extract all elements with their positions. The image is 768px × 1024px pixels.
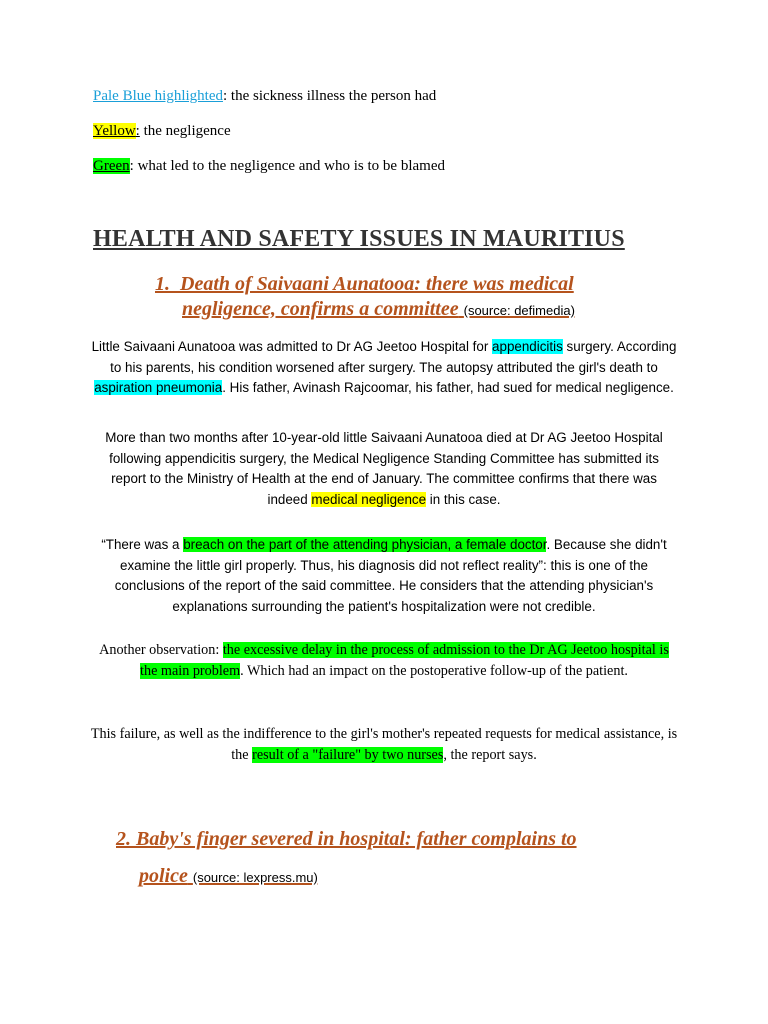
article2-title-text1: Baby's finger severed in hospital: father complains to [136, 828, 577, 850]
article1-paragraph-5 [90, 724, 678, 766]
p1-highlight-pneumonia: aspiration pneumonia [94, 380, 223, 395]
p2-highlight-negligence: medical negligence [311, 491, 427, 507]
article1-paragraph-2 [90, 428, 678, 510]
article2-number: 2. [116, 828, 131, 850]
legend-blue-term: Pale Blue highlighted [93, 88, 223, 104]
p1-text-b: surgery. According to his parents, his condition worsened after surgery. The autopsy attributed the girl's death to [110, 339, 677, 375]
p4-text-a: Another observation: [99, 642, 223, 658]
article1-title-line2 [182, 298, 575, 321]
article2-title-text2: police [139, 865, 188, 887]
p2-text-b: in this case. [426, 491, 501, 507]
p2-text-a: More than two months after 10-year-old little Saivaani Aunatooa died at Dr AG Jeetoo Hospital following appendicitis surgery, the Medical Negligence Standing Committee has submitted its report to the Ministry of Health at the end of January. The committee confirms that there was indeed [105, 430, 663, 507]
p5-text-b: , the report says. [443, 747, 537, 763]
article1-paragraph-1 [90, 337, 678, 399]
legend-blue-line [93, 88, 436, 105]
page-heading: HEALTH AND SAFETY ISSUES IN MAURITIUS [93, 226, 625, 252]
legend-yellow-line [93, 123, 231, 140]
p3-text-a: “There was a [101, 537, 184, 552]
p5-highlight-nurses: result of a "failure" by two nurses [252, 747, 444, 763]
legend-yellow-desc: the negligence [139, 123, 231, 139]
article1-paragraph-4 [90, 640, 678, 682]
p4-text-b: . Which had an impact on the postoperative follow-up of the patient. [240, 663, 628, 679]
legend-green-line [93, 158, 445, 175]
p1-text-c: . His father, Avinash Rajcoomar, his father, had sued for medical negligence. [222, 380, 674, 395]
p5-text-a: This failure, as well as the indifference to the girl's mother's repeated requests for medical assistance, is the [90, 726, 678, 763]
article2-title-line2 [139, 865, 318, 888]
article1-title-text2: negligence, confirms a committee [182, 298, 459, 320]
p1-highlight-appendicitis: appendicitis [492, 339, 563, 354]
article2-title-line1 [116, 828, 577, 851]
article1-title-text1: Death of Saivaani Aunatooa: there was medical [180, 273, 574, 295]
article2-source: (source: lexpress.mu) [192, 870, 318, 885]
p1-text-a: Little Saivaani Aunatooa was admitted to Dr AG Jeetoo Hospital for [91, 339, 493, 354]
article1-number: 1. [155, 273, 170, 295]
legend-yellow-term: Yellow [93, 123, 136, 139]
p3-highlight-breach: breach on the part of the attending physician, a female doctor [183, 537, 547, 552]
legend-blue-desc: : the sickness illness the person had [222, 88, 437, 104]
article1-title-line1 [155, 273, 574, 296]
legend-yellow-sep: : [135, 123, 140, 139]
legend-green-desc: : what led to the negligence and who is to be blamed [129, 158, 445, 174]
article1-paragraph-3 [90, 535, 678, 617]
legend-green-term: Green [93, 158, 130, 174]
p3-text-b: . Because she didn't examine the little girl properly. Thus, his diagnosis did not reflect reality”: this is one of the conclusions of the report of the said committee. He considers that the attending physician's explanations surrounding the patient's hospitalization were not credible. [114, 537, 667, 614]
p4-highlight-delay: the excessive delay in the process of admission to the Dr AG Jeetoo hospital is the main problem [140, 642, 669, 679]
article1-source: (source: defimedia) [463, 303, 575, 318]
